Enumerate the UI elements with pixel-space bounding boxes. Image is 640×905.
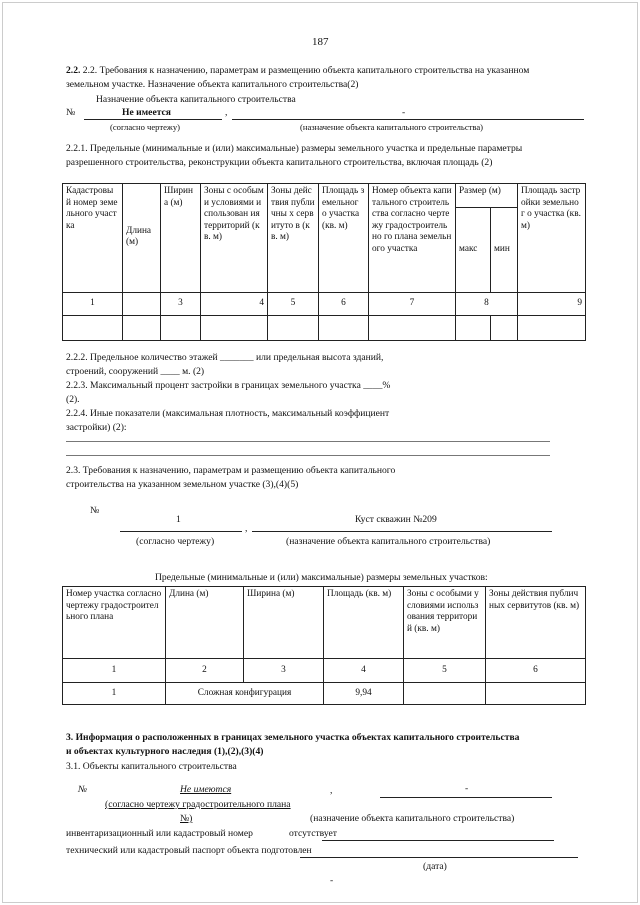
passport-label: технический или кадастровый паспорт объекта подготовлен (66, 845, 312, 856)
num-cell: 3 (244, 659, 324, 683)
s221-line1: 2.2.1. Предельные (минимальные и (или) максимальные) размеры земельного участка и предельные параметры (66, 143, 523, 154)
s223-line1: 2.2.3. Максимальный процент застройки в границах земельного участка ____% (66, 380, 391, 391)
s224-line2: застройки) (2): (66, 422, 127, 433)
num-cell: 6 (486, 659, 586, 683)
s3-purpose-value: - (465, 783, 469, 794)
table-row (63, 683, 586, 705)
s224-line1: 2.2.4. Иные показатели (максимальная плотность, максимальный коэффициент (66, 408, 390, 419)
s22-text: 2.2. Требования к назначению, параметрам и размещению объекта капитального строительства на указанном (82, 65, 530, 76)
date-underline (300, 857, 578, 858)
purpose-underline (252, 531, 552, 532)
num-cell: 4 (324, 659, 404, 683)
th-object-number: Номер объекта капитального строительства согласно чертежу градостроительно го плана земельного участка (369, 184, 456, 293)
s23-caption-purpose: (назначение объекта капитального строительства) (286, 536, 491, 547)
th-min: мин (491, 208, 518, 293)
s223-line2: (2). (66, 394, 80, 405)
th-length: Длина (м) (123, 184, 161, 293)
th-length: Длина (м) (166, 587, 244, 659)
th-servitudes: Зоны действия публичных сервитутов (кв. м) (486, 587, 586, 659)
table-land-plot-params (62, 183, 586, 341)
empty-cell (319, 316, 369, 341)
blank-line (66, 455, 550, 456)
num-cell: 2 (166, 659, 244, 683)
th-width: Ширин а (м) (161, 184, 201, 293)
th-plot-area: Площадь земельног о участка (кв. м) (319, 184, 369, 293)
th-cadastral: Кадастровы й номер земельного участка (63, 184, 123, 293)
s22-caption-purpose: (назначение объекта капитального строительства) (300, 122, 484, 132)
comma: , (245, 523, 248, 534)
page-number: 187 (312, 36, 329, 48)
s22-caption-number: (согласно чертежу) (110, 122, 181, 132)
th-size: Размер (м) (456, 184, 518, 208)
s222-line2: строений, сооружений ____ м. (2) (66, 366, 205, 377)
cell-size: Сложная конфигурация (166, 683, 324, 705)
s23-line1: 2.3. Требования к назначению, параметрам и размещению объекта капитального (66, 465, 396, 476)
comma: , (225, 107, 228, 118)
s22-purpose-value: - (402, 107, 406, 118)
num-cell: 6 (319, 293, 369, 316)
th-zones: Зоны с особыми условиями использования территорий (кв. м) (404, 587, 486, 659)
th-zones: Зоны с особыми условиями использован ия территорий (кв. м) (201, 184, 268, 293)
th-building-area: Площадь застройки земельног о участка (кв. м) (518, 184, 586, 293)
num-cell: 1 (63, 659, 166, 683)
s23-purpose-value: Куст скважин №209 (355, 514, 437, 525)
inventory-underline (322, 840, 554, 841)
s3-line2: и объектах культурного наследия (1),(2),(3)(4) (66, 746, 264, 757)
num-cell: 8 (456, 293, 518, 316)
s3-number-value: Не имеются (180, 784, 232, 795)
cell-area: 9,94 (324, 683, 404, 705)
s31-text: 3.1. Объекты капитального строительства (66, 761, 237, 772)
num-cell: 5 (268, 293, 319, 316)
s23-no-label: № (90, 505, 100, 516)
empty-cell (123, 316, 161, 341)
num-cell: 9 (518, 293, 586, 316)
dash: - (330, 875, 334, 886)
th-max: макс (456, 208, 491, 293)
s22-line2: земельном участке. Назначение объекта капитального строительства(2) (66, 79, 359, 90)
th-servitudes: Зоны действия публичны х сервитуто в (кв. м) (268, 184, 319, 293)
s222-line1: 2.2.2. Предельное количество этажей _______ или предельная высота зданий, (66, 352, 384, 363)
s23-line2: строительства на указанном земельном участке (3),(4)(5) (66, 479, 299, 490)
date-caption: (дата) (423, 861, 447, 872)
empty-cell (161, 316, 201, 341)
comma: , (330, 785, 333, 796)
s22-subtitle: Назначение объекта капитального строительства (96, 94, 296, 105)
s23-number-value: 1 (176, 514, 181, 525)
th-width: Ширина (м) (244, 587, 324, 659)
s3-no-label: № (78, 784, 88, 795)
empty-cell (201, 316, 268, 341)
empty-cell (456, 316, 491, 341)
num-cell: 7 (369, 293, 456, 316)
empty-cell (518, 316, 586, 341)
empty-cell (268, 316, 319, 341)
inventory-value: отсутствует (289, 828, 337, 839)
s31-title (66, 760, 237, 774)
s3-line1: 3. Информация о расположенных в границах земельного участка объектах капитального строительства (66, 732, 520, 743)
empty-cell (491, 316, 518, 341)
table2-caption: Предельные (минимальные и (или) максимальные) размеры земельных участков: (155, 572, 488, 583)
no-label: № (66, 107, 76, 118)
cell-servitudes (486, 683, 586, 705)
num-cell: 1 (63, 293, 123, 316)
num-cell: 3 (161, 293, 201, 316)
s23-caption-number: (согласно чертежу) (136, 536, 215, 547)
num-cell (123, 293, 161, 316)
s3-caption-number-1: (согласно чертежу градостроительного плана (105, 799, 291, 810)
num-cell: 4 (201, 293, 268, 316)
table-land-plot-sizes (62, 586, 586, 705)
cell-zones (404, 683, 486, 705)
s3-caption-purpose: (назначение объекта капитального строительства) (310, 813, 515, 824)
s22-line1: 2.2. 2.2. Требования к назначению, параметрам и размещению объекта капитального строительства на указанном (66, 65, 530, 76)
purpose-underline (380, 797, 552, 798)
cell-number: 1 (63, 683, 166, 705)
th-area: Площадь (кв. м) (324, 587, 404, 659)
empty-cell (63, 316, 123, 341)
inventory-label: инвентаризационный или кадастровый номер (66, 828, 253, 839)
empty-cell (369, 316, 456, 341)
s22-number-value: Не имеется (122, 107, 171, 118)
s3-caption-number-2: №) (180, 813, 193, 824)
th-plot-number: Номер участка согласно чертежу градостроительного плана (63, 587, 166, 659)
s221-line2: разрешенного строительства, реконструкции объекта капитального строительства, включая площадь (2) (66, 157, 493, 168)
num-cell: 5 (404, 659, 486, 683)
blank-line (66, 441, 550, 442)
number-underline (120, 531, 242, 532)
